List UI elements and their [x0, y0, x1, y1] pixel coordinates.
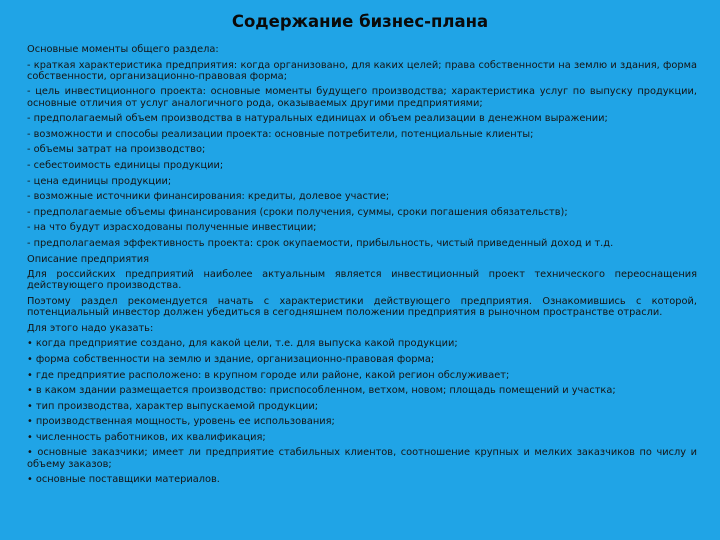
- body-line: Поэтому раздел рекомендуется начать с характеристики действующего предприятия. Ознакомившись с которой, потенциальный инвестор должен убедиться в сегодняшнем положении предприятия в рыночном пространстве отрасли.: [27, 295, 697, 319]
- body-line: - краткая характеристика предприятия: когда организовано, для каких целей; права собственности на землю и здания, форма собственности, организационно-правовая форма;: [27, 59, 697, 82]
- bullet-item: • производственная мощность, уровень ее использования;: [27, 416, 335, 428]
- body-line: - себестоимость единицы продукции;: [27, 159, 224, 171]
- section-heading: Описание предприятия: [27, 253, 150, 265]
- body-line: Основные моменты общего раздела:: [27, 44, 219, 55]
- bullet-item: • численность работников, их квалификация;: [27, 431, 266, 443]
- body-line: - объемы затрат на производство;: [27, 144, 206, 156]
- body-line: - возможности и способы реализации проекта: основные потребители, потенциальные клиенты;: [27, 128, 534, 140]
- body-line: - цена единицы продукции;: [27, 175, 172, 187]
- bullet-item: • форма собственности на землю и здание, организационно-правовая форма;: [27, 353, 435, 365]
- bullet-item: • основные поставщики материалов.: [27, 474, 220, 486]
- body-line: Для этого надо указать:: [27, 322, 154, 334]
- bullet-item: • когда предприятие создано, для какой цели, т.е. для выпуска какой продукции;: [27, 338, 458, 350]
- bullet-item: • в каком здании размещается производство: приспособленном, ветхом, новом; площадь помещений и участка;: [27, 385, 616, 397]
- body-line: - предполагаемая эффективность проекта: срок окупаемости, прибыльность, чистый приведенный доход и т.д.: [27, 237, 614, 249]
- body-line: - на что будут израсходованы полученные инвестиции;: [27, 222, 317, 234]
- slide-body: [27, 44, 697, 490]
- bullet-item: • основные заказчики; имеет ли предприятие стабильных клиентов, соотношение крупных и мелких заказчиков по числу и объему заказов;: [27, 447, 697, 470]
- slide-title: Содержание бизнес-плана: [231, 12, 489, 31]
- body-line: Для российских предприятий наиболее актуальным является инвестиционный проект технического переоснащения действующего производства.: [27, 269, 697, 292]
- bullet-item: • где предприятие расположено: в крупном городе или районе, какой регион обслуживает;: [27, 369, 510, 381]
- bullet-item: • тип производства, характер выпускаемой продукции;: [27, 400, 319, 412]
- body-line: - предполагаемый объем производства в натуральных единицах и объем реализации в денежном выражении;: [27, 113, 608, 125]
- body-line: - предполагаемые объемы финансирования (сроки получения, суммы, сроки погашения обязательств);: [27, 206, 568, 218]
- body-line: - возможные источники финансирования: кредиты, долевое участие;: [27, 191, 390, 203]
- body-line: - цель инвестиционного проекта: основные моменты будущего производства; характеристика услуг по выпуску продукции, основные отличия от услуг аналогичного рода, оказываемых другими предприятиями;: [27, 86, 697, 109]
